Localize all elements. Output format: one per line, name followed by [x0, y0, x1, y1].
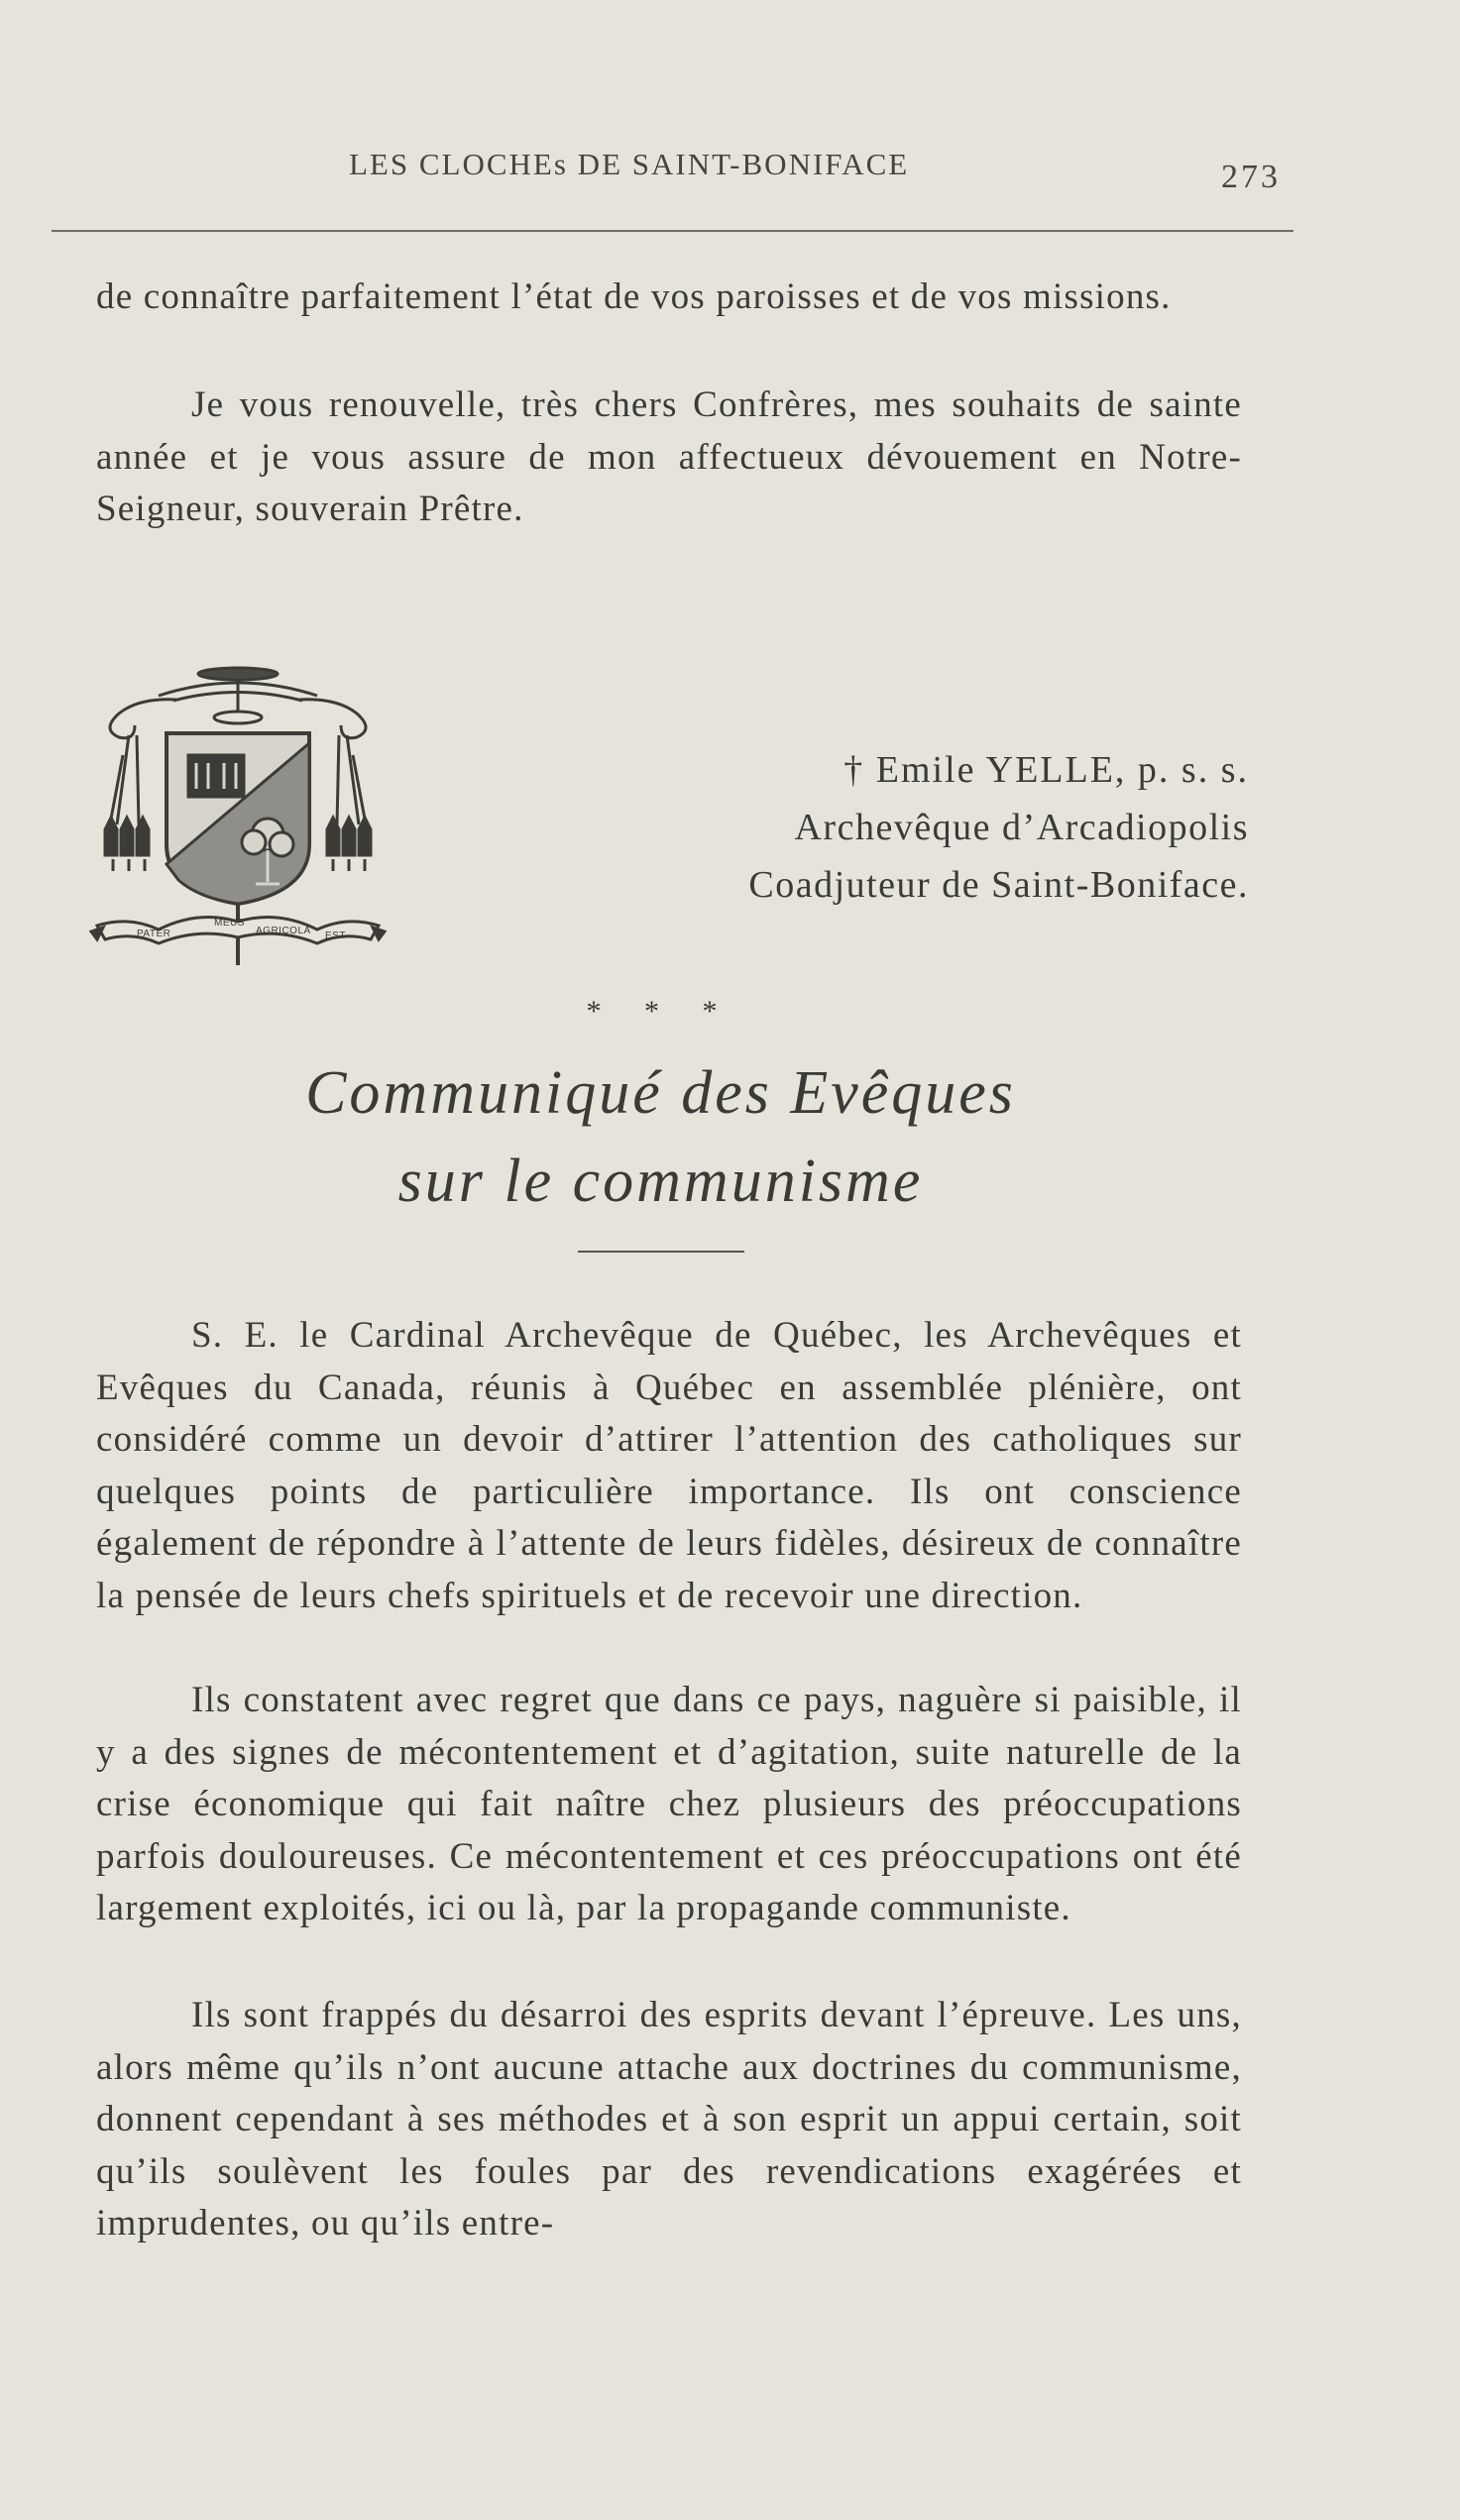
page-number: 273	[1221, 159, 1281, 195]
signature-name: † Emile YELLE, p. s. s.	[843, 749, 1249, 791]
motto-word-4: EST	[325, 931, 346, 941]
article-title-line-1: Communiqué des Evêques	[305, 1059, 1016, 1127]
motto-word-1: PATER	[137, 929, 171, 939]
intro-paragraph-1: de connaître parfaitement l’état de vos paroisses et de vos missions.	[96, 276, 1172, 317]
title-rule	[578, 1251, 744, 1253]
motto-word-3: AGRICOLA	[256, 926, 311, 936]
coat-of-arms-icon	[89, 656, 387, 973]
article-paragraph-3: Ils sont frappés du désarroi des esprits devant l’épreuve. Les uns, alors même qu’ils n’ont aucune attache aux doctrines du communisme, donnent cependant à ses méthodes et à son esprit un appui certain, soit qu’ils soulèvent les foules par des revendications exagérées et imprudentes, ou qu’ils entre-	[96, 1995, 1242, 2244]
motto-word-2: MEUS	[214, 918, 245, 929]
article-paragraph-1: S. E. le Cardinal Archevêque de Québec, les Archevêques et Evêques du Canada, réunis à Québec en assemblée plénière, ont considéré comme un devoir d’attirer l’attention des catholiques sur quelques points de particulière importance. Ils ont conscience également de répondre à l’attente de leurs fidèles, désireux de connaître la pensée de leurs chefs spirituels et de recevoir une direction.	[96, 1315, 1242, 1616]
running-head: LES CLOCHEs DE SAINT-BONIFACE	[349, 147, 910, 181]
header-rule	[52, 230, 1293, 232]
signature-block	[555, 741, 1249, 914]
section-separator: * * *	[586, 995, 735, 1028]
article-paragraph-2: Ils constatent avec regret que dans ce pays, naguère si paisible, il y a des signes de mécontentement et d’agitation, suite naturelle de la crise économique qui fait naître chez plusieurs des préoccupations parfois douloureuses. Ce mécontentement et ces préoccupations ont été largement exploités, ici ou là, par la propagande communiste.	[96, 1680, 1242, 1928]
signature-role: Coadjuteur de Saint-Boniface.	[748, 864, 1249, 906]
article-title-line-2: sur le communisme	[397, 1148, 924, 1215]
signature-title: Archevêque d’Arcadiopolis	[794, 807, 1249, 848]
intro-paragraph-2: Je vous renouvelle, très chers Confrères, mes souhaits de sainte année et je vous assure de mon affectueux dévouement en Notre-Seigneur, souverain Prêtre.	[96, 384, 1242, 529]
